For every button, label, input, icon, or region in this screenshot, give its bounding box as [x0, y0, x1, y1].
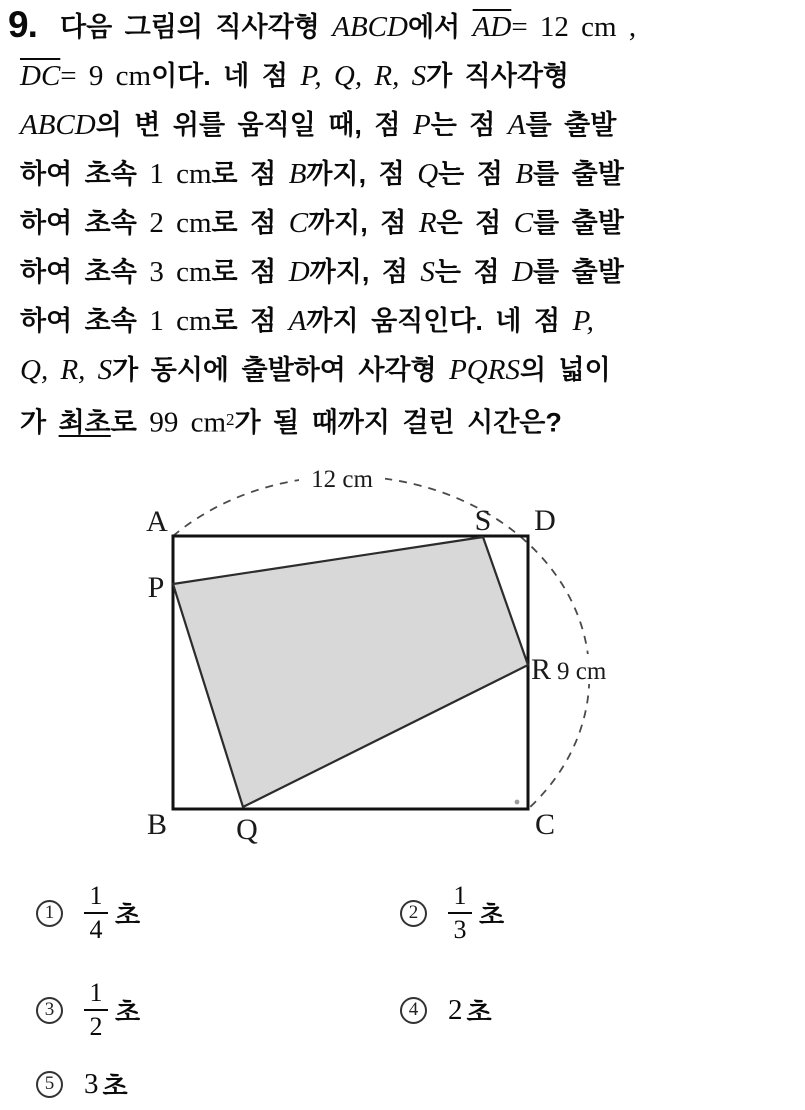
fraction-denominator: 4 — [89, 915, 103, 944]
text-segment: 의 넓이 — [519, 355, 611, 385]
text-segment: 가 될 때까지 걸린 시간은? — [234, 407, 562, 438]
choice-number-circle: 3 — [36, 997, 63, 1024]
text-segment: 를 출발 — [533, 208, 624, 238]
text-line — [20, 395, 795, 444]
text-segment: A — [507, 109, 526, 141]
text-segment: = 12 cm , — [511, 11, 637, 43]
text-segment: 하여 초속 — [20, 306, 150, 336]
text-line — [20, 101, 795, 150]
choice-1[interactable] — [36, 877, 140, 949]
choice-value: 2 — [448, 993, 463, 1026]
text-line — [20, 3, 795, 52]
text-line — [20, 297, 795, 346]
choice-number-circle: 1 — [36, 900, 63, 927]
fraction-denominator: 2 — [89, 1012, 103, 1041]
vertex-label-D: D — [534, 504, 556, 537]
text-segment: $\overline{AD}$ — [472, 11, 512, 43]
fraction-numerator: 1 — [89, 978, 103, 1007]
text-segment: 로 점 — [211, 159, 289, 189]
text-segment: 는 점 — [438, 159, 516, 189]
fraction-denominator: 3 — [453, 915, 467, 944]
text-segment: P — [412, 109, 431, 141]
text-segment: 의 변 위를 움직일 때, 점 — [95, 110, 413, 140]
vertex-label-Q: Q — [236, 813, 258, 846]
text-segment: B — [515, 158, 534, 190]
choice-number-circle: 5 — [36, 1071, 63, 1098]
choice-fraction — [84, 979, 108, 1041]
text-segment: 는 점 — [434, 257, 513, 287]
text-segment: ABCD — [332, 11, 408, 43]
vertex-label-P: P — [147, 571, 165, 604]
text-segment: C — [513, 207, 534, 239]
text-segment: 은 점 — [436, 208, 514, 238]
text-segment: 를 출발 — [525, 110, 617, 140]
choice-unit: 초 — [466, 996, 492, 1027]
text-segment: 까지, 점 — [308, 208, 419, 238]
fraction-bar — [448, 912, 472, 914]
text-segment: 2 cm — [149, 207, 212, 239]
choice-5[interactable] — [36, 1048, 128, 1110]
text-segment: ABCD — [20, 109, 96, 141]
choice-unit: 초 — [102, 1070, 128, 1101]
choice-unit: 초 — [115, 899, 141, 930]
text-segment: 로 점 — [211, 257, 289, 287]
choice-4[interactable] — [400, 974, 492, 1046]
text-segment: D — [512, 256, 534, 288]
text-segment: 가 직사각형 — [426, 61, 569, 91]
vertex-label-A: A — [146, 505, 168, 538]
text-segment: P, Q, R, S — [300, 60, 427, 92]
text-segment: 1 cm — [149, 305, 212, 337]
vertex-label-B: B — [146, 808, 168, 841]
text-segment: 하여 초속 — [20, 208, 150, 238]
text-segment: C — [288, 207, 309, 239]
text-line — [20, 150, 795, 199]
text-segment: $\overline{DC}$ — [20, 60, 61, 92]
problem-text — [20, 3, 795, 444]
text-segment: 에서 — [407, 12, 473, 42]
text-segment: 로 점 — [211, 306, 289, 336]
text-line — [20, 248, 795, 297]
text-segment: 까지, 점 — [306, 159, 418, 189]
fraction-numerator: 1 — [89, 881, 103, 910]
quadrilateral-PQRS — [173, 537, 528, 807]
choice-unit: 초 — [115, 996, 141, 1027]
fraction-bar — [84, 912, 108, 914]
fraction-numerator: 1 — [453, 881, 467, 910]
text-segment: D — [288, 256, 310, 288]
text-segment: 까지 움직인다. 네 점 — [306, 306, 573, 336]
choice-number-circle: 4 — [400, 997, 427, 1024]
text-line — [20, 52, 795, 101]
text-segment: 가 동시에 출발하여 사각형 — [112, 355, 450, 385]
choice-2[interactable] — [400, 877, 504, 949]
text-segment: P, — [572, 305, 594, 337]
choice-fraction — [448, 882, 472, 944]
text-segment: S — [420, 256, 435, 288]
text-line — [20, 199, 795, 248]
geometry-figure — [0, 450, 805, 862]
fraction-bar — [84, 1009, 108, 1011]
text-segment: Q — [417, 158, 439, 190]
text-segment: 다음 그림의 직사각형 — [60, 12, 333, 42]
text-segment: = 9 cm — [60, 60, 152, 92]
text-segment: 이다. 네 점 — [151, 61, 301, 91]
text-segment: A — [288, 305, 307, 337]
text-segment: 3 cm — [149, 256, 212, 288]
text-segment: 1 cm — [149, 158, 212, 190]
vertex-label-C: C — [534, 808, 556, 841]
choice-fraction — [84, 882, 108, 944]
text-line — [20, 346, 795, 395]
text-segment: PQRS — [449, 354, 520, 386]
problem-number: 9. — [8, 4, 37, 45]
choice-3[interactable] — [36, 974, 140, 1046]
text-segment: 최초 — [58, 407, 111, 438]
text-segment: 2 — [226, 410, 235, 429]
print-speck — [515, 800, 520, 805]
text-segment: 까지, 점 — [309, 257, 421, 287]
text-segment: 는 점 — [430, 110, 508, 140]
text-segment: 로 점 — [211, 208, 289, 238]
text-segment: 하여 초속 — [20, 257, 150, 287]
text-segment: B — [288, 158, 307, 190]
text-segment: 99 cm — [149, 406, 227, 439]
text-segment: 를 출발 — [533, 257, 624, 287]
dim-label-top: 12 cm — [311, 466, 373, 493]
text-segment: 로 — [110, 407, 150, 438]
choice-number-circle: 2 — [400, 900, 427, 927]
text-segment: 하여 초속 — [20, 159, 150, 189]
vertex-label-R: R — [531, 653, 552, 686]
text-segment: 를 출발 — [533, 159, 624, 189]
choice-value: 3 — [84, 1067, 99, 1100]
text-segment: R — [418, 207, 437, 239]
vertex-label-S: S — [474, 504, 492, 537]
text-segment: Q, R, S — [20, 354, 113, 386]
dim-label-right: 9 cm — [557, 658, 607, 685]
text-segment: 가 — [20, 407, 59, 438]
choice-unit: 초 — [479, 899, 505, 930]
